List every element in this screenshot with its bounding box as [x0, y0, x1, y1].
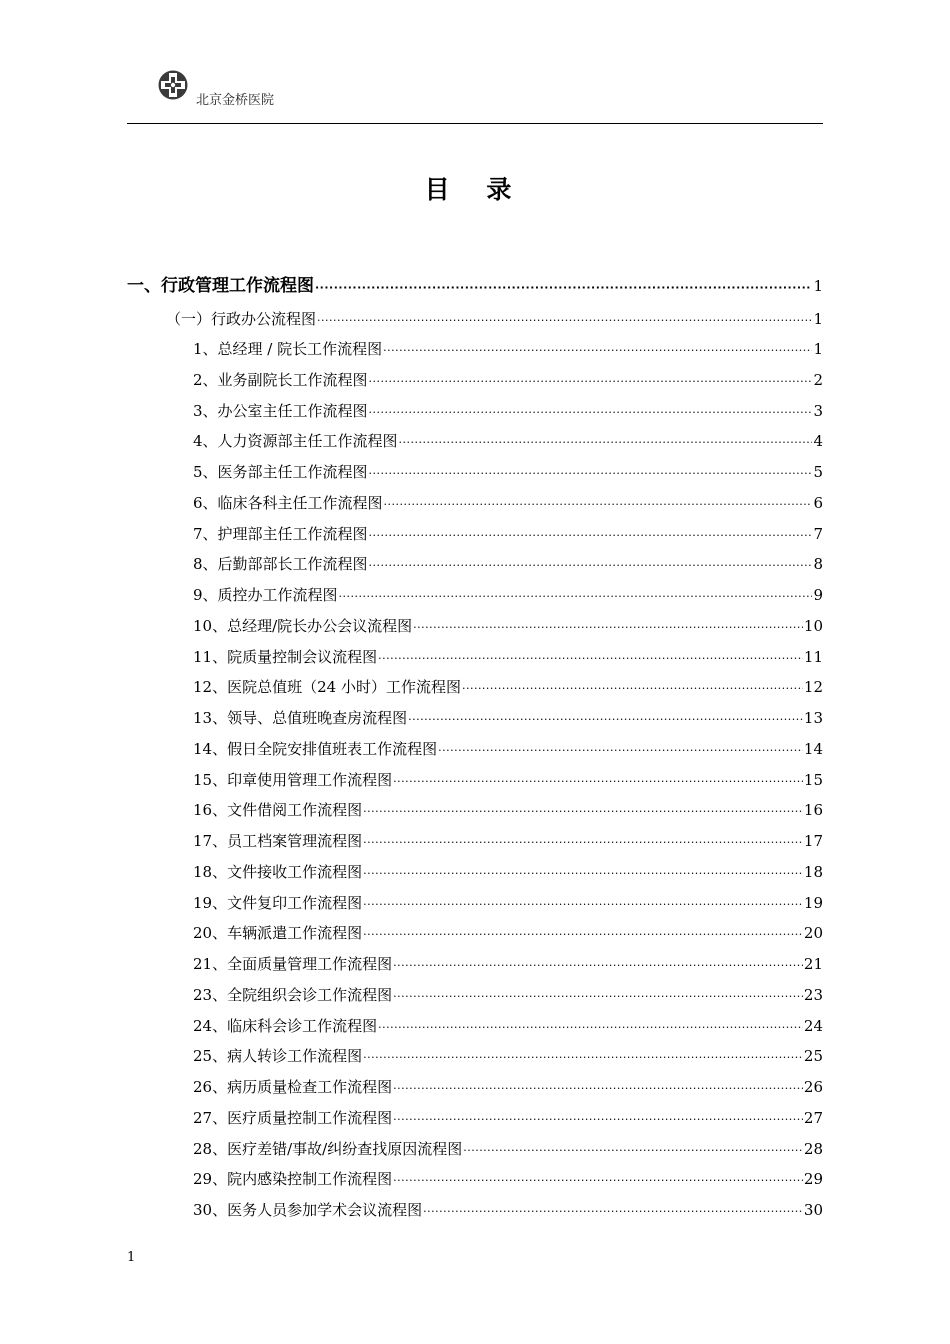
- dot-leader: [369, 556, 813, 576]
- dot-leader: [363, 864, 803, 884]
- toc-item[interactable]: [193, 431, 823, 453]
- toc-item-page: 17: [803, 832, 823, 850]
- toc-item-page: 1: [813, 340, 823, 358]
- toc-item-label: 12、医院总值班（24 小时）工作流程图: [193, 678, 461, 697]
- toc-item[interactable]: [193, 770, 823, 792]
- toc-item-label: 3、办公室主任工作流程图: [193, 401, 368, 420]
- toc-item[interactable]: [193, 677, 823, 699]
- toc-item-label: 13、领导、总值班晚查房流程图: [193, 709, 408, 727]
- toc-item-label: 1、总经理 / 院长工作流程图: [193, 340, 383, 358]
- toc-item-page: 29: [803, 1170, 823, 1189]
- toc-item-label: 6、临床各科主任工作流程图: [193, 493, 383, 512]
- dot-leader: [393, 987, 803, 1007]
- toc-item-page: 11: [803, 647, 823, 666]
- dot-leader: [369, 526, 813, 546]
- toc-item-label: 8、后勤部部长工作流程图: [193, 555, 368, 574]
- dot-leader: [317, 311, 812, 331]
- toc-item-label: 30、医务人员参加学术会议流程图: [193, 1201, 423, 1219]
- toc-item[interactable]: [193, 739, 823, 761]
- toc-item-page: 20: [803, 924, 823, 943]
- toc-item-label: 9、质控办工作流程图: [193, 586, 338, 604]
- dot-leader: [363, 925, 803, 945]
- toc-item[interactable]: [193, 462, 823, 484]
- toc-item[interactable]: [193, 616, 823, 638]
- toc-subsection-entry[interactable]: [166, 309, 823, 331]
- toc-item-page: 27: [803, 1108, 823, 1127]
- toc-item-label: 19、文件复印工作流程图: [193, 893, 363, 912]
- dot-leader: [369, 372, 813, 392]
- toc-item-page: 24: [803, 1016, 823, 1035]
- toc-item-page: 21: [803, 955, 823, 973]
- dot-leader: [393, 956, 803, 976]
- toc-item[interactable]: [193, 1169, 823, 1191]
- toc-item-label: 18、文件接收工作流程图: [193, 862, 363, 881]
- toc-item-page: 8: [813, 555, 823, 574]
- toc-item[interactable]: [193, 1139, 823, 1161]
- dot-leader: [393, 772, 803, 792]
- dot-leader: [363, 895, 803, 915]
- dot-leader: [363, 802, 803, 822]
- toc-item-label: 24、临床科会诊工作流程图: [193, 1016, 378, 1035]
- toc-item[interactable]: [193, 647, 823, 669]
- dot-leader: [315, 278, 812, 298]
- dot-leader: [413, 618, 803, 638]
- toc-item-page: 14: [803, 739, 823, 758]
- toc-item[interactable]: [193, 493, 823, 515]
- toc-item-label: 27、医疗质量控制工作流程图: [193, 1108, 393, 1127]
- toc-item[interactable]: [193, 893, 823, 915]
- toc-item-page: 2: [813, 370, 823, 389]
- toc-item[interactable]: [193, 923, 823, 945]
- dot-leader: [393, 1079, 803, 1099]
- toc-item-page: 19: [803, 893, 823, 912]
- toc-subsection-page: 1: [813, 310, 823, 328]
- dot-leader: [369, 464, 813, 484]
- dot-leader: [438, 741, 803, 761]
- toc-item[interactable]: [193, 862, 823, 884]
- page-number: 1: [127, 1250, 136, 1265]
- toc-item-page: 3: [813, 401, 823, 420]
- dot-leader: [393, 1171, 803, 1191]
- toc-item[interactable]: [193, 401, 823, 423]
- toc-item[interactable]: [193, 524, 823, 546]
- toc-item-label: 20、车辆派遣工作流程图: [193, 924, 363, 943]
- toc-item-page: 28: [803, 1139, 823, 1158]
- toc-item[interactable]: [193, 1108, 823, 1130]
- toc-item-page: 26: [803, 1078, 823, 1096]
- toc-section-entry[interactable]: [127, 276, 823, 298]
- toc-item-label: 28、医疗差错/事故/纠纷查找原因流程图: [193, 1139, 463, 1158]
- toc-item-label: 2、业务副院长工作流程图: [193, 370, 368, 389]
- toc-item-label: 5、医务部主任工作流程图: [193, 463, 368, 481]
- toc-item-label: 7、护理部主任工作流程图: [193, 524, 368, 543]
- toc-item-page: 4: [813, 432, 823, 451]
- dot-leader: [363, 833, 803, 853]
- toc-item-page: 16: [803, 801, 823, 820]
- toc-item[interactable]: [193, 585, 823, 607]
- toc-item[interactable]: [193, 800, 823, 822]
- dot-leader: [378, 1018, 803, 1038]
- toc-section-label: 一、行政管理工作流程图: [127, 276, 314, 296]
- dot-leader: [393, 1110, 803, 1130]
- dot-leader: [408, 710, 803, 730]
- toc-item[interactable]: [193, 954, 823, 976]
- page-title: 目 录: [424, 175, 526, 204]
- toc-item-page: 18: [803, 862, 823, 881]
- hospital-name: 北京金桥医院: [196, 93, 275, 108]
- toc-item-page: 9: [813, 586, 823, 604]
- toc-item-page: 6: [813, 493, 823, 512]
- toc-item-page: 15: [803, 770, 823, 789]
- toc-section-page: 1: [813, 277, 823, 295]
- toc-item-page: 10: [803, 616, 823, 635]
- dot-leader: [463, 1141, 803, 1161]
- toc-item-label: 15、印章使用管理工作流程图: [193, 770, 393, 789]
- toc-subsection-label: （一）行政办公流程图: [166, 310, 317, 328]
- toc-item-label: 4、人力资源部主任工作流程图: [193, 432, 398, 451]
- toc-item-label: 23、全院组织会诊工作流程图: [193, 985, 393, 1004]
- toc-item-page: 12: [803, 678, 823, 697]
- toc-item[interactable]: [193, 370, 823, 392]
- dot-leader: [369, 403, 813, 423]
- toc-item[interactable]: [193, 708, 823, 730]
- toc-item[interactable]: [193, 339, 823, 361]
- toc-item-page: 5: [813, 463, 823, 481]
- toc-item-label: 21、全面质量管理工作流程图: [193, 955, 393, 973]
- toc-item[interactable]: [193, 985, 823, 1007]
- toc-item-label: 11、院质量控制会议流程图: [193, 647, 378, 666]
- dot-leader: [339, 587, 813, 607]
- toc-item-label: 16、文件借阅工作流程图: [193, 801, 363, 820]
- toc-item-label: 10、总经理/院长办公会议流程图: [193, 616, 413, 635]
- dot-leader: [384, 495, 813, 515]
- toc-item[interactable]: [193, 1200, 823, 1222]
- toc-item-label: 29、院内感染控制工作流程图: [193, 1170, 393, 1189]
- hospital-cross-logo-icon: [156, 68, 190, 102]
- toc-item[interactable]: [193, 554, 823, 576]
- toc-item[interactable]: [193, 1077, 823, 1099]
- toc-item-page: 23: [803, 985, 823, 1004]
- dot-leader: [399, 433, 813, 453]
- toc-item-page: 25: [803, 1047, 823, 1066]
- toc-item-page: 13: [803, 709, 823, 727]
- toc-item[interactable]: [193, 1046, 823, 1068]
- toc-item-label: 25、病人转诊工作流程图: [193, 1047, 363, 1066]
- header-divider: [127, 123, 823, 124]
- toc-item[interactable]: [193, 831, 823, 853]
- toc-item[interactable]: [193, 1016, 823, 1038]
- toc-item-page: 30: [803, 1201, 823, 1219]
- toc-item-label: 17、员工档案管理流程图: [193, 832, 363, 850]
- dot-leader: [378, 649, 803, 669]
- toc-item-page: 7: [813, 524, 823, 543]
- dot-leader: [363, 1048, 803, 1068]
- dot-leader: [423, 1202, 803, 1222]
- toc-item-label: 26、病历质量检查工作流程图: [193, 1078, 393, 1096]
- dot-leader: [462, 679, 803, 699]
- toc-item-label: 14、假日全院安排值班表工作流程图: [193, 739, 438, 758]
- dot-leader: [383, 341, 812, 361]
